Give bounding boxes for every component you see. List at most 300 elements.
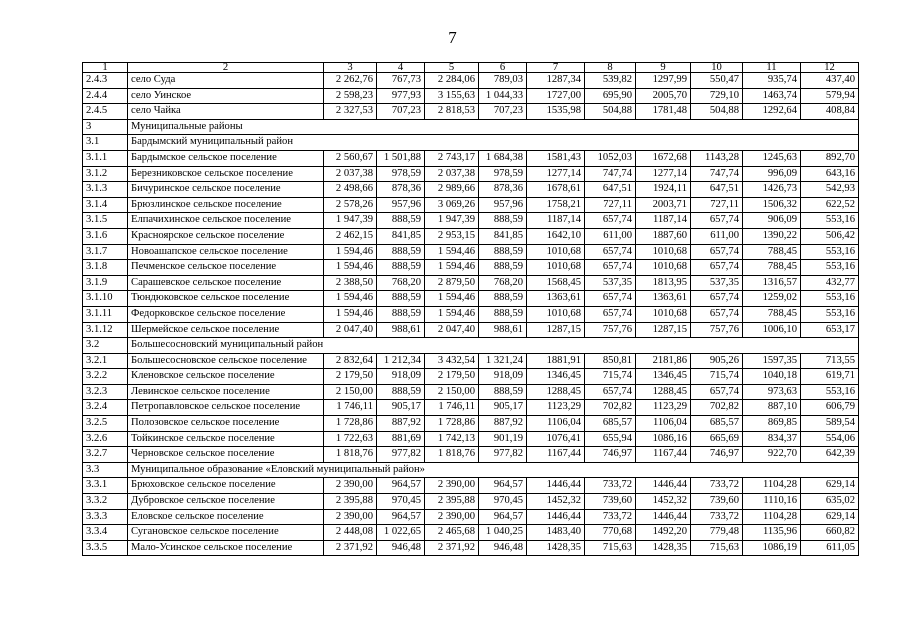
row-code: 2.4.4 (83, 88, 128, 104)
value-cell: 2 989,66 (425, 182, 479, 198)
table-row (83, 384, 859, 400)
value-cell: 946,48 (479, 540, 527, 556)
value-cell: 739,60 (691, 494, 743, 510)
value-cell: 964,57 (479, 509, 527, 525)
value-cell: 1167,44 (527, 447, 585, 463)
value-cell: 553,16 (801, 384, 859, 400)
row-code: 3.2.5 (83, 416, 128, 432)
value-cell: 1040,18 (743, 369, 801, 385)
value-cell: 746,97 (691, 447, 743, 463)
value-cell: 1506,32 (743, 197, 801, 213)
value-cell: 647,51 (585, 182, 636, 198)
settlement-name: Левинское сельское поселение (128, 384, 324, 400)
settlement-name: Сугановское сельское поселение (128, 525, 324, 541)
value-cell: 1483,40 (527, 525, 585, 541)
value-cell: 1 321,24 (479, 353, 527, 369)
value-cell: 1428,35 (527, 540, 585, 556)
value-cell: 733,72 (585, 478, 636, 494)
column-number-cell: 1 (83, 63, 128, 73)
row-code: 3.2.2 (83, 369, 128, 385)
value-cell: 1010,68 (527, 244, 585, 260)
value-cell: 978,59 (377, 166, 425, 182)
value-cell: 1010,68 (527, 260, 585, 276)
value-cell: 746,97 (585, 447, 636, 463)
value-cell: 1010,68 (636, 260, 691, 276)
row-code: 3.3.4 (83, 525, 128, 541)
value-cell: 957,96 (377, 197, 425, 213)
value-cell: 1 728,86 (324, 416, 377, 432)
value-cell: 888,59 (377, 291, 425, 307)
value-cell: 1287,15 (527, 322, 585, 338)
value-cell: 702,82 (691, 400, 743, 416)
section-row (83, 119, 859, 135)
row-code: 3.1.5 (83, 213, 128, 229)
value-cell: 1446,44 (527, 478, 585, 494)
value-cell: 2 448,08 (324, 525, 377, 541)
value-cell: 887,10 (743, 400, 801, 416)
value-cell: 918,09 (377, 369, 425, 385)
table-row (83, 275, 859, 291)
value-cell: 643,16 (801, 166, 859, 182)
value-cell: 1104,28 (743, 509, 801, 525)
value-cell: 2 953,15 (425, 228, 479, 244)
value-cell: 1106,04 (636, 416, 691, 432)
value-cell: 1287,15 (636, 322, 691, 338)
value-cell: 715,74 (691, 369, 743, 385)
table-row (83, 431, 859, 447)
table-row (83, 306, 859, 322)
row-code: 3.1.1 (83, 150, 128, 166)
value-cell: 2 179,50 (425, 369, 479, 385)
value-cell: 657,74 (585, 244, 636, 260)
settlement-name: село Чайка (128, 104, 324, 120)
value-cell: 922,70 (743, 447, 801, 463)
value-cell: 1363,61 (636, 291, 691, 307)
settlement-name: Печменское сельское поселение (128, 260, 324, 276)
value-cell: 629,14 (801, 478, 859, 494)
value-cell: 1 594,46 (425, 306, 479, 322)
value-cell: 1672,68 (636, 150, 691, 166)
value-cell: 841,85 (377, 228, 425, 244)
value-cell: 2 390,00 (425, 509, 479, 525)
table-row (83, 73, 859, 89)
value-cell: 553,16 (801, 213, 859, 229)
value-cell: 707,23 (479, 104, 527, 120)
value-cell: 657,74 (585, 213, 636, 229)
value-cell: 579,94 (801, 88, 859, 104)
settlement-name: Тойкинское сельское поселение (128, 431, 324, 447)
value-cell: 2 462,15 (324, 228, 377, 244)
value-cell: 727,11 (585, 197, 636, 213)
value-cell: 888,59 (377, 384, 425, 400)
section-code: 3.3 (83, 462, 128, 478)
value-cell: 733,72 (691, 509, 743, 525)
value-cell: 918,09 (479, 369, 527, 385)
value-cell: 739,60 (585, 494, 636, 510)
value-cell: 881,69 (377, 431, 425, 447)
table-row (83, 400, 859, 416)
table-row (83, 260, 859, 276)
value-cell: 589,54 (801, 416, 859, 432)
value-cell: 1187,14 (636, 213, 691, 229)
value-cell: 1 746,11 (324, 400, 377, 416)
value-cell: 2 262,76 (324, 73, 377, 89)
value-cell: 1 722,63 (324, 431, 377, 447)
row-code: 3.1.2 (83, 166, 128, 182)
value-cell: 1292,64 (743, 104, 801, 120)
value-cell: 2 284,06 (425, 73, 479, 89)
value-cell: 408,84 (801, 104, 859, 120)
row-code: 3.1.11 (83, 306, 128, 322)
value-cell: 733,72 (691, 478, 743, 494)
row-code: 3.1.8 (83, 260, 128, 276)
value-cell: 887,92 (377, 416, 425, 432)
value-cell: 1597,35 (743, 353, 801, 369)
value-cell: 888,59 (479, 384, 527, 400)
value-cell: 657,74 (585, 384, 636, 400)
value-cell: 1135,96 (743, 525, 801, 541)
value-cell: 733,72 (585, 509, 636, 525)
value-cell: 2 150,00 (324, 384, 377, 400)
value-cell: 888,59 (479, 244, 527, 260)
value-cell: 657,74 (585, 291, 636, 307)
value-cell: 977,82 (377, 447, 425, 463)
value-cell: 657,74 (691, 291, 743, 307)
value-cell: 768,20 (377, 275, 425, 291)
value-cell: 996,09 (743, 166, 801, 182)
table-row (83, 150, 859, 166)
table-row (83, 244, 859, 260)
value-cell: 537,35 (585, 275, 636, 291)
value-cell: 2 371,92 (324, 540, 377, 556)
value-cell: 964,57 (479, 478, 527, 494)
value-cell: 1452,32 (527, 494, 585, 510)
value-cell: 1 022,65 (377, 525, 425, 541)
value-cell: 2 498,66 (324, 182, 377, 198)
value-cell: 2 179,50 (324, 369, 377, 385)
section-title: Муниципальные районы (128, 119, 859, 135)
value-cell: 657,74 (691, 384, 743, 400)
value-cell: 1428,35 (636, 540, 691, 556)
settlement-name: Еловское сельское поселение (128, 509, 324, 525)
column-number-cell: 6 (479, 63, 527, 73)
value-cell: 1297,99 (636, 73, 691, 89)
value-cell: 767,73 (377, 73, 425, 89)
value-cell: 888,59 (479, 306, 527, 322)
value-cell: 3 069,26 (425, 197, 479, 213)
row-code: 3.2.4 (83, 400, 128, 416)
table-row (83, 322, 859, 338)
value-cell: 1 684,38 (479, 150, 527, 166)
value-cell: 2 371,92 (425, 540, 479, 556)
value-cell: 788,45 (743, 306, 801, 322)
value-cell: 537,35 (691, 275, 743, 291)
value-cell: 1277,14 (636, 166, 691, 182)
value-cell: 622,52 (801, 197, 859, 213)
value-cell: 1727,00 (527, 88, 585, 104)
value-cell: 1086,19 (743, 540, 801, 556)
value-cell: 1 728,86 (425, 416, 479, 432)
value-cell: 506,42 (801, 228, 859, 244)
value-cell: 1010,68 (636, 244, 691, 260)
settlement-name: Бичуринское сельское поселение (128, 182, 324, 198)
row-code: 3.1.12 (83, 322, 128, 338)
value-cell: 1086,16 (636, 431, 691, 447)
value-cell: 1 212,34 (377, 353, 425, 369)
value-cell: 1288,45 (636, 384, 691, 400)
settlement-name: Большесосновское сельское поселение (128, 353, 324, 369)
value-cell: 695,90 (585, 88, 636, 104)
value-cell: 888,59 (377, 213, 425, 229)
value-cell: 657,74 (691, 244, 743, 260)
value-cell: 635,02 (801, 494, 859, 510)
value-cell: 1106,04 (527, 416, 585, 432)
value-cell: 2 465,68 (425, 525, 479, 541)
value-cell: 888,59 (479, 260, 527, 276)
value-cell: 888,59 (377, 306, 425, 322)
value-cell: 946,48 (377, 540, 425, 556)
column-number-cell: 12 (801, 63, 859, 73)
section-title: Муниципальное образование «Еловский муниципальный район» (128, 462, 859, 478)
value-cell: 2 037,38 (425, 166, 479, 182)
value-cell: 2 390,00 (324, 509, 377, 525)
page-number: 7 (448, 28, 457, 47)
value-cell: 1426,73 (743, 182, 801, 198)
value-cell: 2 150,00 (425, 384, 479, 400)
row-code: 3.1.3 (83, 182, 128, 198)
value-cell: 3 155,63 (425, 88, 479, 104)
column-number-cell: 9 (636, 63, 691, 73)
table-row (83, 353, 859, 369)
value-cell: 1 594,46 (425, 244, 479, 260)
value-cell: 1581,43 (527, 150, 585, 166)
value-cell: 542,93 (801, 182, 859, 198)
value-cell: 2 390,00 (425, 478, 479, 494)
value-cell: 1346,45 (527, 369, 585, 385)
value-cell: 1 044,33 (479, 88, 527, 104)
value-cell: 3 432,54 (425, 353, 479, 369)
value-cell: 660,82 (801, 525, 859, 541)
settlement-name: Тюндюковское сельское поселение (128, 291, 324, 307)
value-cell: 1781,48 (636, 104, 691, 120)
row-code: 3.3.5 (83, 540, 128, 556)
row-code: 2.4.3 (83, 73, 128, 89)
value-cell: 1 594,46 (425, 260, 479, 276)
value-cell: 2 037,38 (324, 166, 377, 182)
value-cell: 1287,34 (527, 73, 585, 89)
row-code: 3.1.7 (83, 244, 128, 260)
value-cell: 1813,95 (636, 275, 691, 291)
value-cell: 978,59 (479, 166, 527, 182)
value-cell: 1881,91 (527, 353, 585, 369)
value-cell: 685,57 (585, 416, 636, 432)
value-cell: 1446,44 (636, 478, 691, 494)
table-row (83, 494, 859, 510)
table-row (83, 197, 859, 213)
value-cell: 715,63 (585, 540, 636, 556)
row-code: 2.4.5 (83, 104, 128, 120)
row-code: 3.1.6 (83, 228, 128, 244)
value-cell: 2 832,64 (324, 353, 377, 369)
value-cell: 834,37 (743, 431, 801, 447)
table-row (83, 478, 859, 494)
row-code: 3.1.9 (83, 275, 128, 291)
value-cell: 2 047,40 (324, 322, 377, 338)
value-cell: 1678,61 (527, 182, 585, 198)
value-cell: 2003,71 (636, 197, 691, 213)
section-row (83, 462, 859, 478)
value-cell: 1390,22 (743, 228, 801, 244)
value-cell: 964,57 (377, 478, 425, 494)
column-number-cell: 4 (377, 63, 425, 73)
table-row (83, 416, 859, 432)
table-row (83, 369, 859, 385)
value-cell: 789,03 (479, 73, 527, 89)
column-number-cell: 2 (128, 63, 324, 73)
value-cell: 887,92 (479, 416, 527, 432)
section-code: 3.1 (83, 135, 128, 151)
value-cell: 788,45 (743, 260, 801, 276)
row-code: 3.2.7 (83, 447, 128, 463)
value-cell: 905,17 (377, 400, 425, 416)
table-row (83, 228, 859, 244)
settlement-name: Елпачихинское сельское поселение (128, 213, 324, 229)
value-cell: 715,63 (691, 540, 743, 556)
value-cell: 1363,61 (527, 291, 585, 307)
settlement-name: село Уинское (128, 88, 324, 104)
value-cell: 977,82 (479, 447, 527, 463)
value-cell: 653,17 (801, 322, 859, 338)
table-row (83, 166, 859, 182)
value-cell: 2 818,53 (425, 104, 479, 120)
value-cell: 1076,41 (527, 431, 585, 447)
value-cell: 957,96 (479, 197, 527, 213)
value-cell: 888,59 (479, 291, 527, 307)
value-cell: 988,61 (479, 322, 527, 338)
value-cell: 715,74 (585, 369, 636, 385)
value-cell: 779,48 (691, 525, 743, 541)
settlement-name: Сарашевское сельское поселение (128, 275, 324, 291)
value-cell: 727,11 (691, 197, 743, 213)
value-cell: 1924,11 (636, 182, 691, 198)
table-row (83, 213, 859, 229)
value-cell: 550,47 (691, 73, 743, 89)
value-cell: 1568,45 (527, 275, 585, 291)
value-cell: 970,45 (479, 494, 527, 510)
value-cell: 973,63 (743, 384, 801, 400)
value-cell: 553,16 (801, 306, 859, 322)
column-number-cell: 5 (425, 63, 479, 73)
value-cell: 432,77 (801, 275, 859, 291)
value-cell: 768,20 (479, 275, 527, 291)
value-cell: 1492,20 (636, 525, 691, 541)
settlement-name: Новоашапское сельское поселение (128, 244, 324, 260)
value-cell: 1167,44 (636, 447, 691, 463)
value-cell: 702,82 (585, 400, 636, 416)
value-cell: 878,36 (479, 182, 527, 198)
table-row (83, 104, 859, 120)
row-code: 3.1.10 (83, 291, 128, 307)
value-cell: 1 947,39 (425, 213, 479, 229)
value-cell: 2 047,40 (425, 322, 479, 338)
value-cell: 504,88 (585, 104, 636, 120)
value-cell: 1010,68 (527, 306, 585, 322)
value-cell: 757,76 (691, 322, 743, 338)
settlement-name: село Суда (128, 73, 324, 89)
value-cell: 611,00 (585, 228, 636, 244)
value-cell: 788,45 (743, 244, 801, 260)
value-cell: 905,26 (691, 353, 743, 369)
value-cell: 729,10 (691, 88, 743, 104)
value-cell: 1104,28 (743, 478, 801, 494)
value-cell: 657,74 (585, 306, 636, 322)
value-cell: 553,16 (801, 260, 859, 276)
table-row (83, 540, 859, 556)
value-cell: 1887,60 (636, 228, 691, 244)
value-cell: 901,19 (479, 431, 527, 447)
value-cell: 619,71 (801, 369, 859, 385)
value-cell: 2 395,88 (425, 494, 479, 510)
value-cell: 657,74 (691, 213, 743, 229)
value-cell: 1 818,76 (425, 447, 479, 463)
settlement-name: Брюзлинское сельское поселение (128, 197, 324, 213)
value-cell: 1143,28 (691, 150, 743, 166)
value-cell: 657,74 (691, 306, 743, 322)
value-cell: 1 501,88 (377, 150, 425, 166)
row-code: 3.3.2 (83, 494, 128, 510)
value-cell: 2 560,67 (324, 150, 377, 166)
value-cell: 2 327,53 (324, 104, 377, 120)
value-cell: 647,51 (691, 182, 743, 198)
value-cell: 1446,44 (527, 509, 585, 525)
value-cell: 2 388,50 (324, 275, 377, 291)
settlement-name: Бардымское сельское поселение (128, 150, 324, 166)
value-cell: 888,59 (377, 260, 425, 276)
row-code: 3.2.6 (83, 431, 128, 447)
value-cell: 685,57 (691, 416, 743, 432)
table-row (83, 525, 859, 541)
value-cell: 657,74 (585, 260, 636, 276)
row-code: 3.3.3 (83, 509, 128, 525)
value-cell: 1259,02 (743, 291, 801, 307)
value-cell: 905,17 (479, 400, 527, 416)
section-row (83, 338, 859, 354)
value-cell: 1277,14 (527, 166, 585, 182)
value-cell: 2 743,17 (425, 150, 479, 166)
value-cell: 1288,45 (527, 384, 585, 400)
settlement-name: Березниковское сельское поселение (128, 166, 324, 182)
value-cell: 888,59 (377, 244, 425, 260)
settlement-name: Кленовское сельское поселение (128, 369, 324, 385)
row-code: 3.2.1 (83, 353, 128, 369)
column-number-cell: 11 (743, 63, 801, 73)
value-cell: 611,00 (691, 228, 743, 244)
value-cell: 1463,74 (743, 88, 801, 104)
value-cell: 1123,29 (527, 400, 585, 416)
value-cell: 1 594,46 (324, 291, 377, 307)
value-cell: 747,74 (585, 166, 636, 182)
value-cell: 747,74 (691, 166, 743, 182)
value-cell: 964,57 (377, 509, 425, 525)
settlement-name: Полозовское сельское поселение (128, 416, 324, 432)
value-cell: 1452,32 (636, 494, 691, 510)
value-cell: 935,74 (743, 73, 801, 89)
table-row (83, 447, 859, 463)
value-cell: 970,45 (377, 494, 425, 510)
value-cell: 850,81 (585, 353, 636, 369)
value-cell: 1052,03 (585, 150, 636, 166)
table-row (83, 182, 859, 198)
